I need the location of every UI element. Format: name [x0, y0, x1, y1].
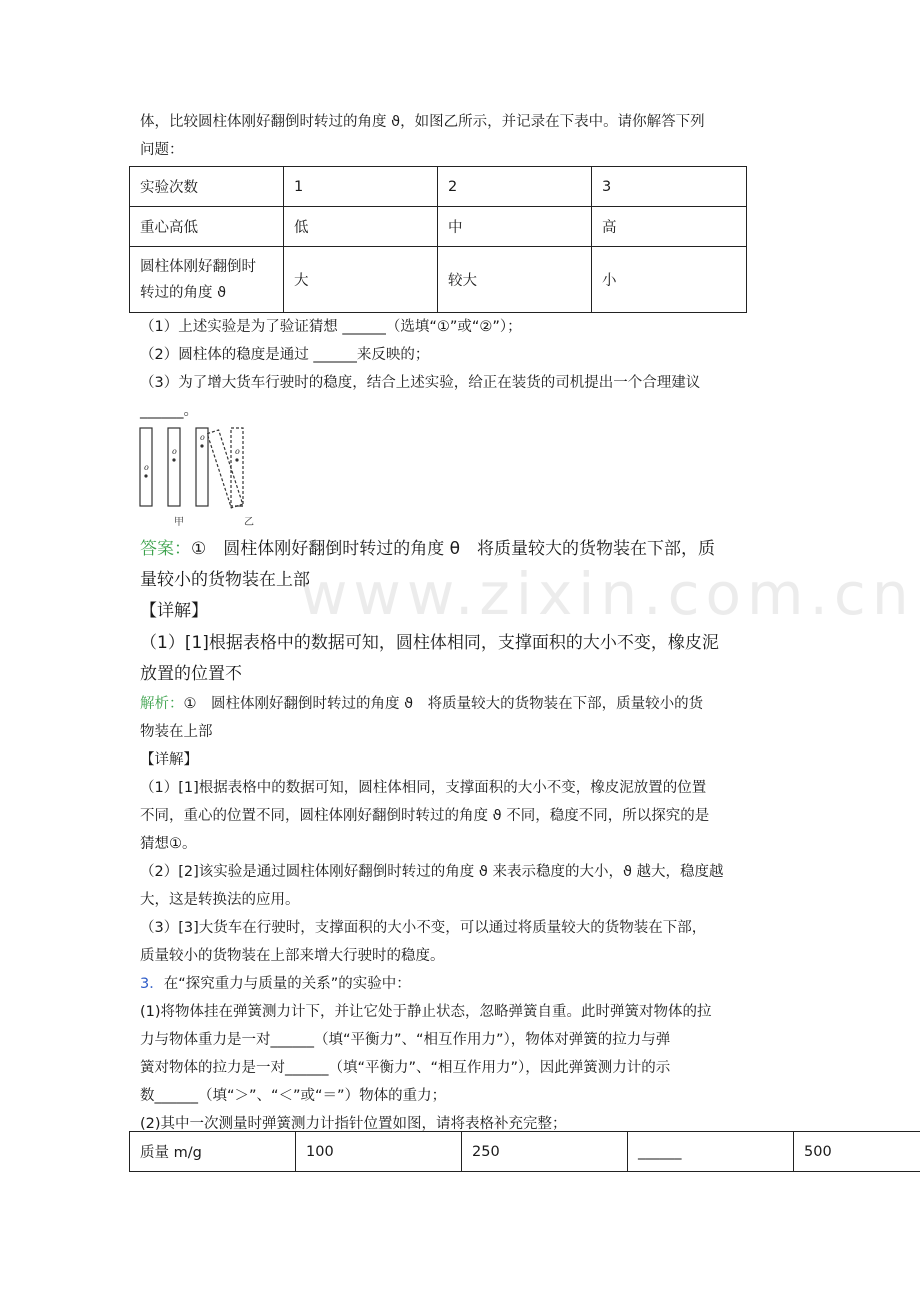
analysis-3a: （3）[3]大货车在行驶时，支撑面积的大小不变，可以通过将质量较大的货物装在下部，	[140, 920, 707, 936]
table-cell: 实验次数	[130, 167, 284, 207]
table-cell	[130, 247, 284, 313]
marker-o-4: o	[235, 447, 240, 456]
analysis-1a: （1）[1]根据表格中的数据可知，圆柱体相同，支撑面积的大小不变，橡皮泥放置的位置	[140, 780, 707, 796]
problem-3-p1a: (1)将物体挂在弹簧测力计下，并让它处于静止状态，忽略弹簧自重。此时弹簧对物体的拉	[140, 1004, 712, 1020]
label-yi: 乙	[244, 517, 254, 528]
problem-title: 在“探究重力与质量的关系”的实验中：	[163, 976, 411, 992]
analysis-text: ① 圆柱体刚好翻倒时转过的角度 ϑ 将质量较大的货物装在下部，质量较小的货	[183, 696, 704, 712]
cylinder-2	[168, 428, 180, 506]
problem-3-p1b: 力与物体重力是一对______（填“平衡力”、“相互作用力”），物体对弹簧的拉力与弹	[140, 1032, 671, 1048]
intro-line-2: 问题：	[140, 142, 184, 158]
analysis-1b: 不同，重心的位置不同，圆柱体刚好翻倒时转过的角度 ϑ 不同，稳度不同，所以探究的是	[140, 808, 710, 824]
table-row	[130, 207, 747, 247]
experiment-table	[129, 166, 747, 313]
table-row	[130, 1132, 920, 1172]
table-cell: 1	[284, 167, 438, 207]
table-cell: 低	[284, 207, 438, 247]
cell-line: 圆柱体刚好翻倒时	[140, 258, 256, 275]
cylinder-figure	[136, 424, 266, 530]
answer-label: 答案：	[140, 539, 191, 559]
table-cell: 高	[592, 207, 747, 247]
marker-o-3: o	[200, 433, 205, 442]
question-2: （2）圆柱体的稳度是通过 ______来反映的；	[140, 347, 430, 363]
answer-line-1	[140, 534, 715, 565]
problem-3-title	[140, 970, 411, 998]
table-cell: 质量 m/g	[130, 1132, 296, 1172]
table-cell: 500	[794, 1132, 920, 1172]
mass-table	[129, 1131, 920, 1172]
question-1: （1）上述实验是为了验证猜想 ______（选填“①”或“②”）；	[140, 319, 522, 335]
problem-3-p2: (2)其中一次测量时弹簧测力计指针位置如图，请将表格补充完整；	[140, 1116, 567, 1132]
table-cell: 250	[462, 1132, 628, 1172]
watermark: www.zixin.com.cn	[300, 560, 915, 628]
table-cell: ______	[628, 1132, 794, 1172]
table-row	[130, 167, 747, 207]
table-row	[130, 247, 747, 313]
center-dot-1	[144, 474, 147, 477]
analysis-line-2: 物装在上部	[140, 724, 213, 740]
table-cell: 中	[438, 207, 592, 247]
answer-detail-1a: （1）[1]根据表格中的数据可知，圆柱体相同，支撑面积的大小不变，橡皮泥	[140, 633, 719, 653]
problem-3-p1c: 簧对物体的拉力是一对______（填“平衡力”、“相互作用力”），因此弹簧测力计的示	[140, 1060, 671, 1076]
analysis-detail-head: 【详解】	[140, 752, 198, 768]
answer-text: ① 圆柱体刚好翻倒时转过的角度 θ 将质量较大的货物装在下部，质	[191, 539, 716, 559]
label-jia: 甲	[174, 517, 184, 528]
analysis-line-1	[140, 690, 703, 718]
question-3a: （3）为了增大货车行驶时的稳度，结合上述实验，给正在装货的司机提出一个合理建议	[140, 375, 701, 391]
analysis-3b: 质量较小的货物装在上部来增大行驶时的稳度。	[140, 948, 445, 964]
marker-o-2: o	[172, 447, 177, 456]
table-cell: 2	[438, 167, 592, 207]
table-cell: 重心高低	[130, 207, 284, 247]
question-3b: ______。	[140, 403, 198, 419]
marker-o-1: o	[144, 463, 149, 472]
analysis-label: 解析：	[140, 696, 184, 712]
analysis-2b: 大，这是转换法的应用。	[140, 892, 300, 908]
cylinder-upright-dashed	[231, 428, 243, 506]
problem-3-p1d: 数______（填“＞”、“＜”或“＝”）物体的重力；	[140, 1088, 447, 1104]
answer-detail-head: 【详解】	[140, 601, 208, 621]
analysis-1c: 猜想①。	[140, 836, 197, 852]
cylinder-tilted-dashed	[207, 430, 243, 508]
center-dot-3	[200, 444, 203, 447]
answer-detail-1b: 放置的位置不	[140, 664, 242, 684]
answer-line-2: 量较小的货物装在上部	[140, 570, 310, 590]
cell-line: 转过的角度 ϑ	[140, 284, 227, 301]
table-cell: 大	[284, 247, 438, 313]
table-cell: 较大	[438, 247, 592, 313]
table-cell: 100	[296, 1132, 462, 1172]
problem-number: 3．	[140, 976, 164, 992]
table-cell: 3	[592, 167, 747, 207]
analysis-2a: （2）[2]该实验是通过圆柱体刚好翻倒时转过的角度 ϑ 来表示稳度的大小，ϑ 越大，稳度越	[140, 864, 724, 880]
center-dot-4	[235, 458, 238, 461]
center-dot-2	[172, 458, 175, 461]
intro-line-1: 体，比较圆柱体刚好翻倒时转过的角度 ϑ，如图乙所示，并记录在下表中。请你解答下列	[140, 114, 705, 130]
table-cell: 小	[592, 247, 747, 313]
